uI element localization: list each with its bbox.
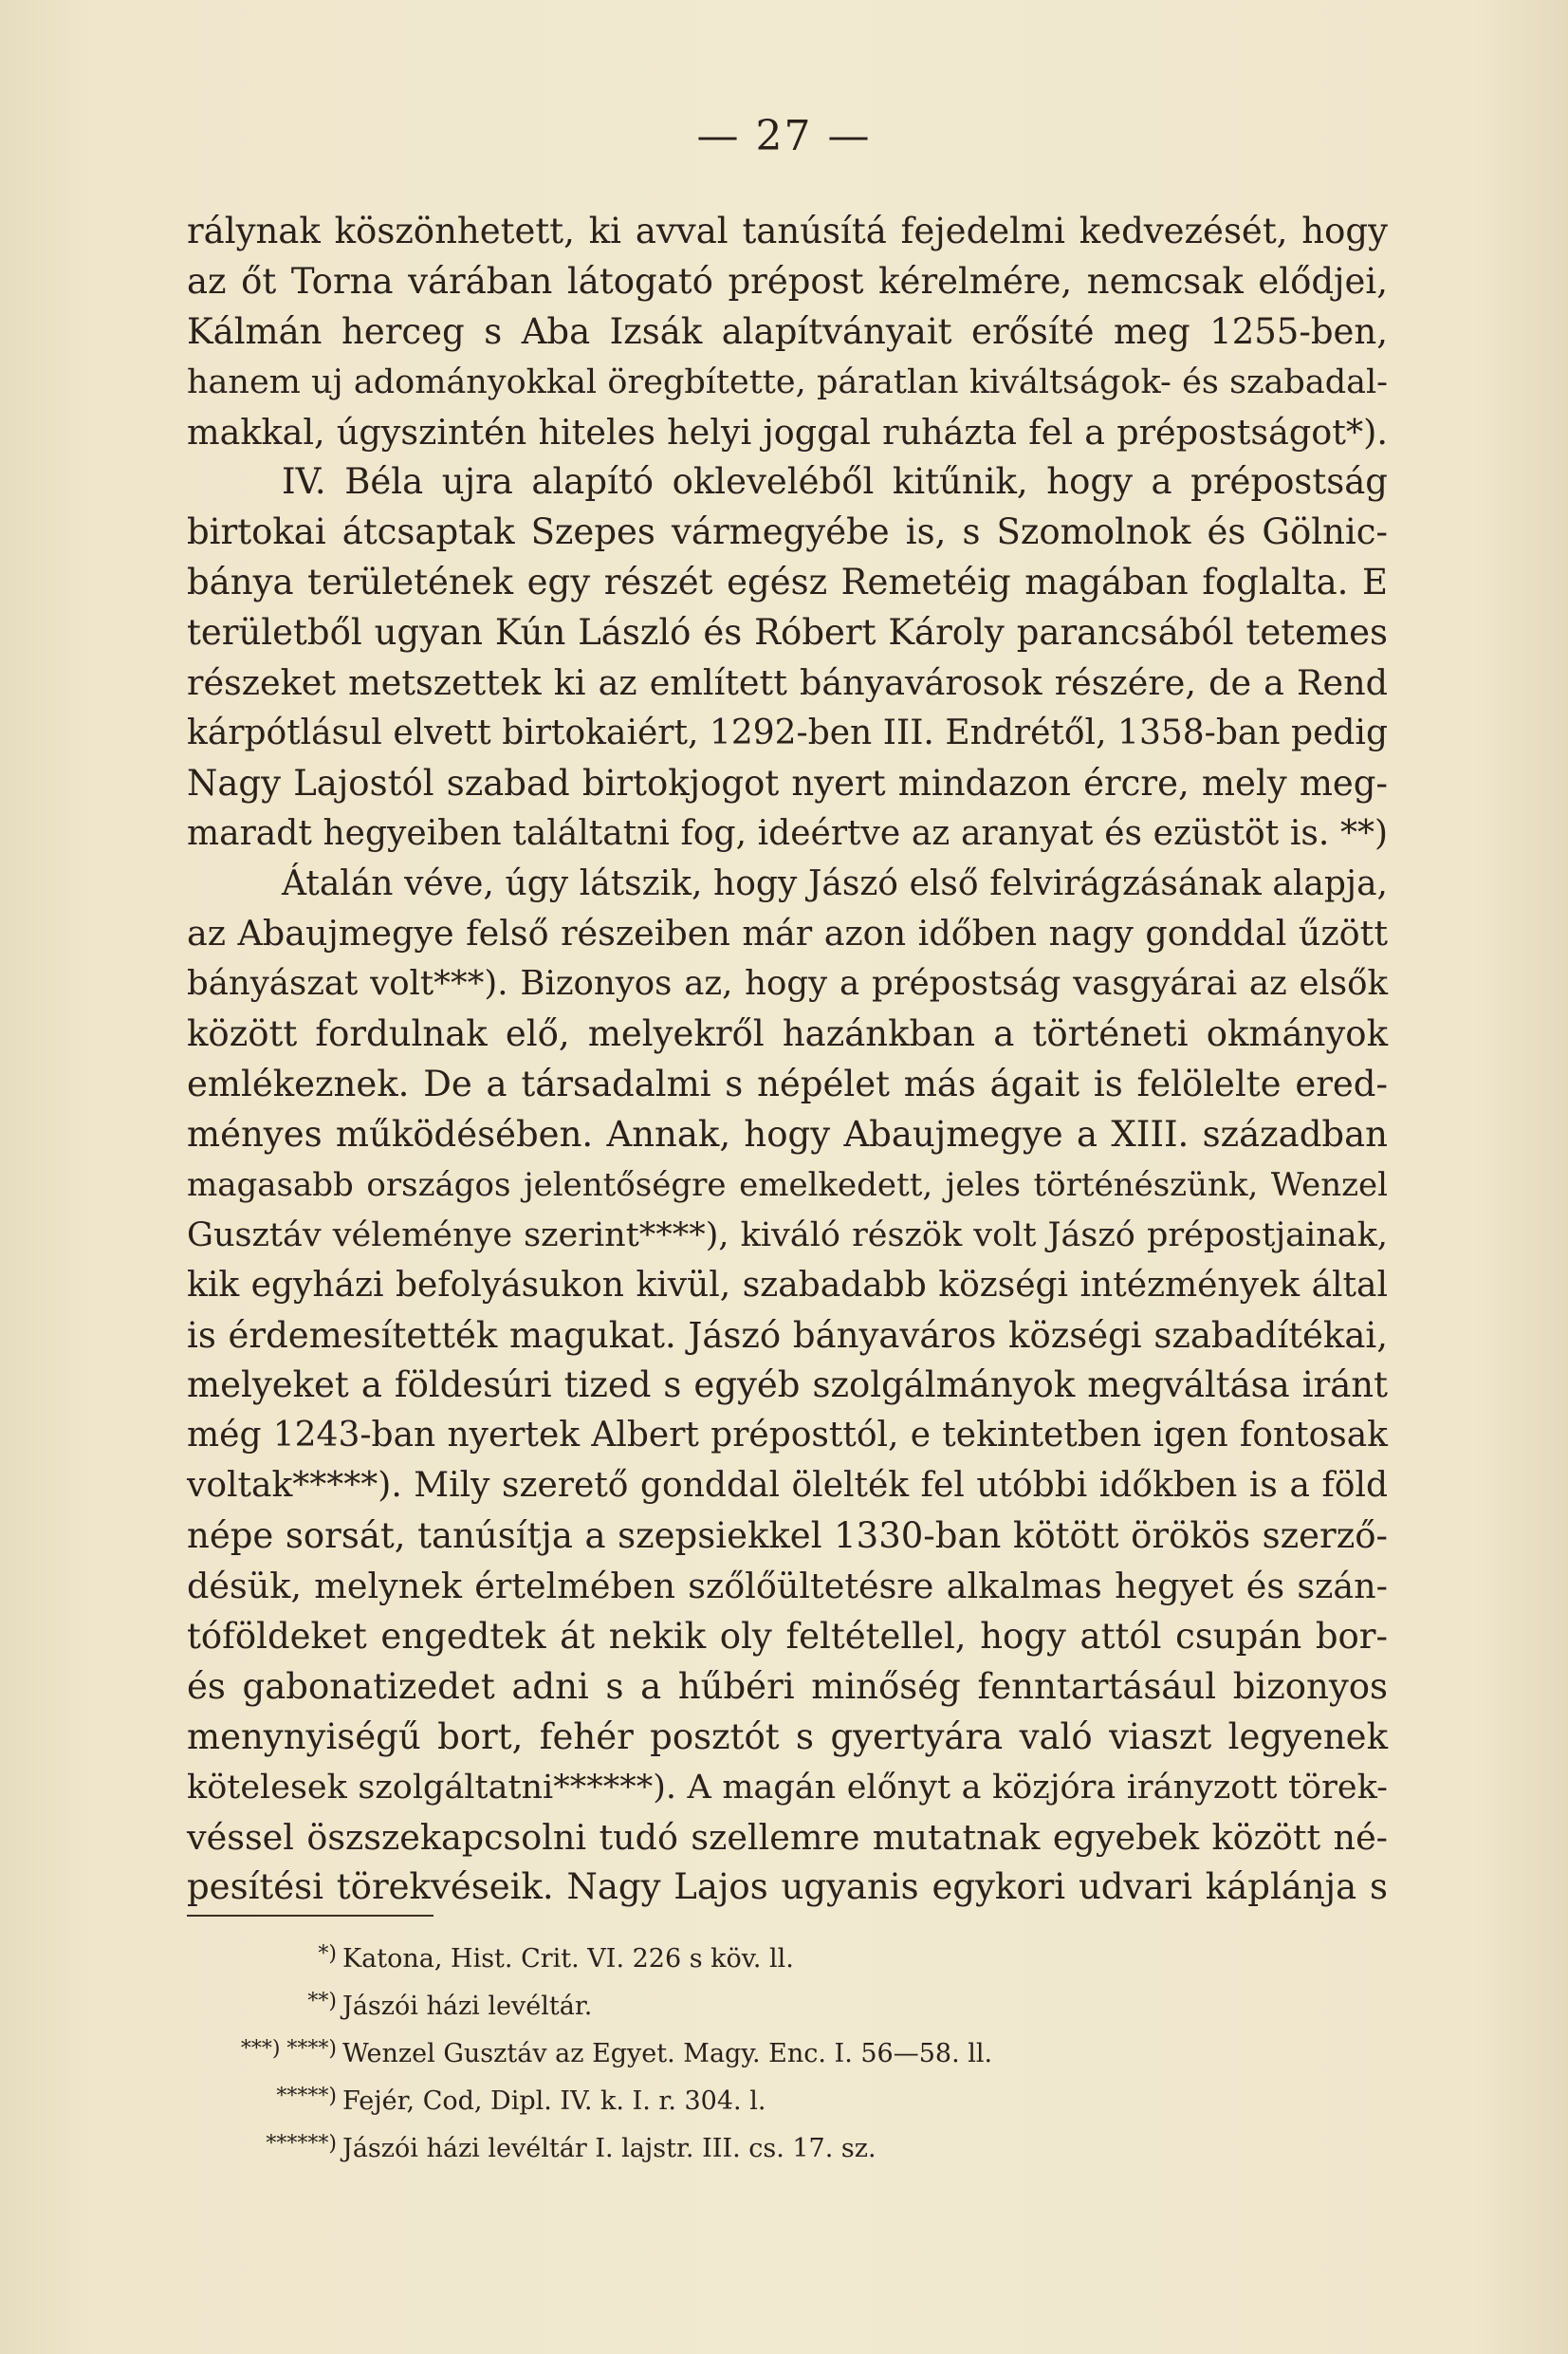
- text-line: és gabonatizedet adni s a hűbéri minőség fenntartásául bizonyos: [187, 1665, 1388, 1707]
- footnote-text: Jászói házi levéltár.: [342, 1992, 593, 2021]
- footnote-text: Jászói házi levéltár I. lajstr. III. cs. 17. sz.: [342, 2134, 876, 2163]
- page-number: — 27 —: [696, 112, 872, 160]
- text-line: népe sorsát, tanúsítja a szepsiekkel 1330-ban kötött örökös szerző-: [187, 1515, 1388, 1557]
- footnote: [187, 1983, 1230, 2030]
- footnote: [187, 2125, 1230, 2173]
- footnote: [187, 1936, 1230, 1983]
- footnote-text: Fejér, Cod, Dipl. IV. k. I. r. 304. l.: [342, 2086, 766, 2116]
- text-line: részeket metszettek ki az említett bányavárosok részére, de a Rend: [187, 662, 1388, 704]
- footnotes: [187, 1936, 1230, 2173]
- text-line: az őt Torna várában látogató prépost kérelmére, nemcsak elődjei,: [187, 260, 1388, 302]
- footnote-mark: **): [307, 1990, 337, 2013]
- text-line: désük, melynek értelmében szőlőültetésre alkalmas hegyet és szán-: [187, 1566, 1388, 1607]
- text-line: voltak*****). Mily szerető gonddal ölelték fel utóbbi időkben is a föld: [187, 1466, 1388, 1506]
- footnote-separator: [187, 1915, 434, 1917]
- footnote: [187, 2030, 1230, 2078]
- text-line: Gusztáv véleménye szerint****), kiváló részök volt Jászó prépostjainak,: [187, 1215, 1388, 1254]
- text-line: magasabb országos jelentőségre emelkedett, jeles történészünk, Wenzel: [187, 1165, 1388, 1204]
- text-line: tóföldeket engedtek át nekik oly feltétellel, hogy attól csupán bor-: [187, 1615, 1388, 1657]
- text-line: kárpótlásul elvett birtokaiért, 1292-ben III. Endrétől, 1358-ban pedig: [187, 713, 1388, 752]
- text-line: pesítési törekvéseik. Nagy Lajos ugyanis egykori udvari káplánja s: [187, 1866, 1388, 1908]
- footnote-mark: ******): [266, 2132, 337, 2156]
- text-line: Kálmán herceg s Aba Izsák alapítványait erősíté meg 1255-ben,: [187, 310, 1388, 352]
- footnote-mark: *****): [276, 2085, 337, 2108]
- text-line: menynyiségű bort, fehér posztót s gyertyára való viaszt legyenek: [187, 1715, 1388, 1757]
- text-line: véssel öszszekapcsolni tudó szellemre mutatnak egyebek között né-: [187, 1816, 1388, 1858]
- text-line: rálynak köszönhetett, ki avval tanúsítá fejedelmi kedvezését, hogy: [187, 211, 1388, 251]
- text-line: Nagy Lajostól szabad birtokjogot nyert mindazon ércre, mely meg-: [187, 762, 1388, 804]
- text-line: is érdemesítették magukat. Jászó bányaváros községi szabadítékai,: [187, 1314, 1388, 1356]
- text-line: az Abaujmegye felső részeiben már azon időben nagy gonddal űzött: [187, 913, 1388, 955]
- text-line: maradt hegyeiben találtatni fog, ideértve az aranyat és ezüstöt is. **): [187, 813, 1388, 853]
- footnote: [187, 2078, 1230, 2125]
- footnote-mark: ***) ****): [240, 2037, 337, 2061]
- text-line: Átalán véve, úgy látszik, hogy Jászó első felvirágzásának alapja,: [282, 863, 1388, 903]
- footnote-mark: *): [318, 1942, 337, 1966]
- footnote-text: Wenzel Gusztáv az Egyet. Magy. Enc. I. 56—58. ll.: [342, 2039, 993, 2068]
- text-line: között fordulnak elő, melyekről hazánkban a történeti okmányok: [187, 1013, 1388, 1055]
- text-line: még 1243-ban nyertek Albert préposttól, e tekintetben igen fontosak: [187, 1416, 1388, 1455]
- body-text: [187, 207, 1388, 1913]
- text-line: melyeket a földesúri tized s egyéb szolgálmányok megváltása iránt: [187, 1364, 1388, 1406]
- text-line: kötelesek szolgáltatni******). A magán előnyt a közjóra irányzott törek-: [187, 1768, 1388, 1807]
- text-line: IV. Béla ujra alapító okleveléből kitűnik, hogy a prépostság: [282, 461, 1388, 503]
- text-line: emlékeznek. De a társadalmi s népélet más ágait is felölelte ered-: [187, 1064, 1388, 1105]
- footnote-text: Katona, Hist. Crit. VI. 226 s köv. ll.: [342, 1944, 794, 1974]
- text-line: ményes működésében. Annak, hogy Abaujmegye a XIII. században: [187, 1114, 1388, 1156]
- text-line: bányászat volt***). Bizonyos az, hogy a prépostság vasgyárai az elsők: [187, 964, 1388, 1004]
- text-line: hanem uj adományokkal öregbítette, páratlan kiváltságok- és szabadal-: [187, 362, 1388, 401]
- text-line: területből ugyan Kún László és Róbert Károly parancsából tetemes: [187, 612, 1388, 654]
- text-line: makkal, úgyszintén hiteles helyi joggal ruházta fel a prépostságot*).: [187, 411, 1388, 453]
- text-line: bánya területének egy részét egész Remetéig magában foglalta. E: [187, 562, 1388, 603]
- text-line: birtokai átcsaptak Szepes vármegyébe is, s Szomolnok és Gölnic-: [187, 511, 1388, 553]
- text-line: kik egyházi befolyásukon kivül, szabadabb községi intézmények által: [187, 1265, 1388, 1305]
